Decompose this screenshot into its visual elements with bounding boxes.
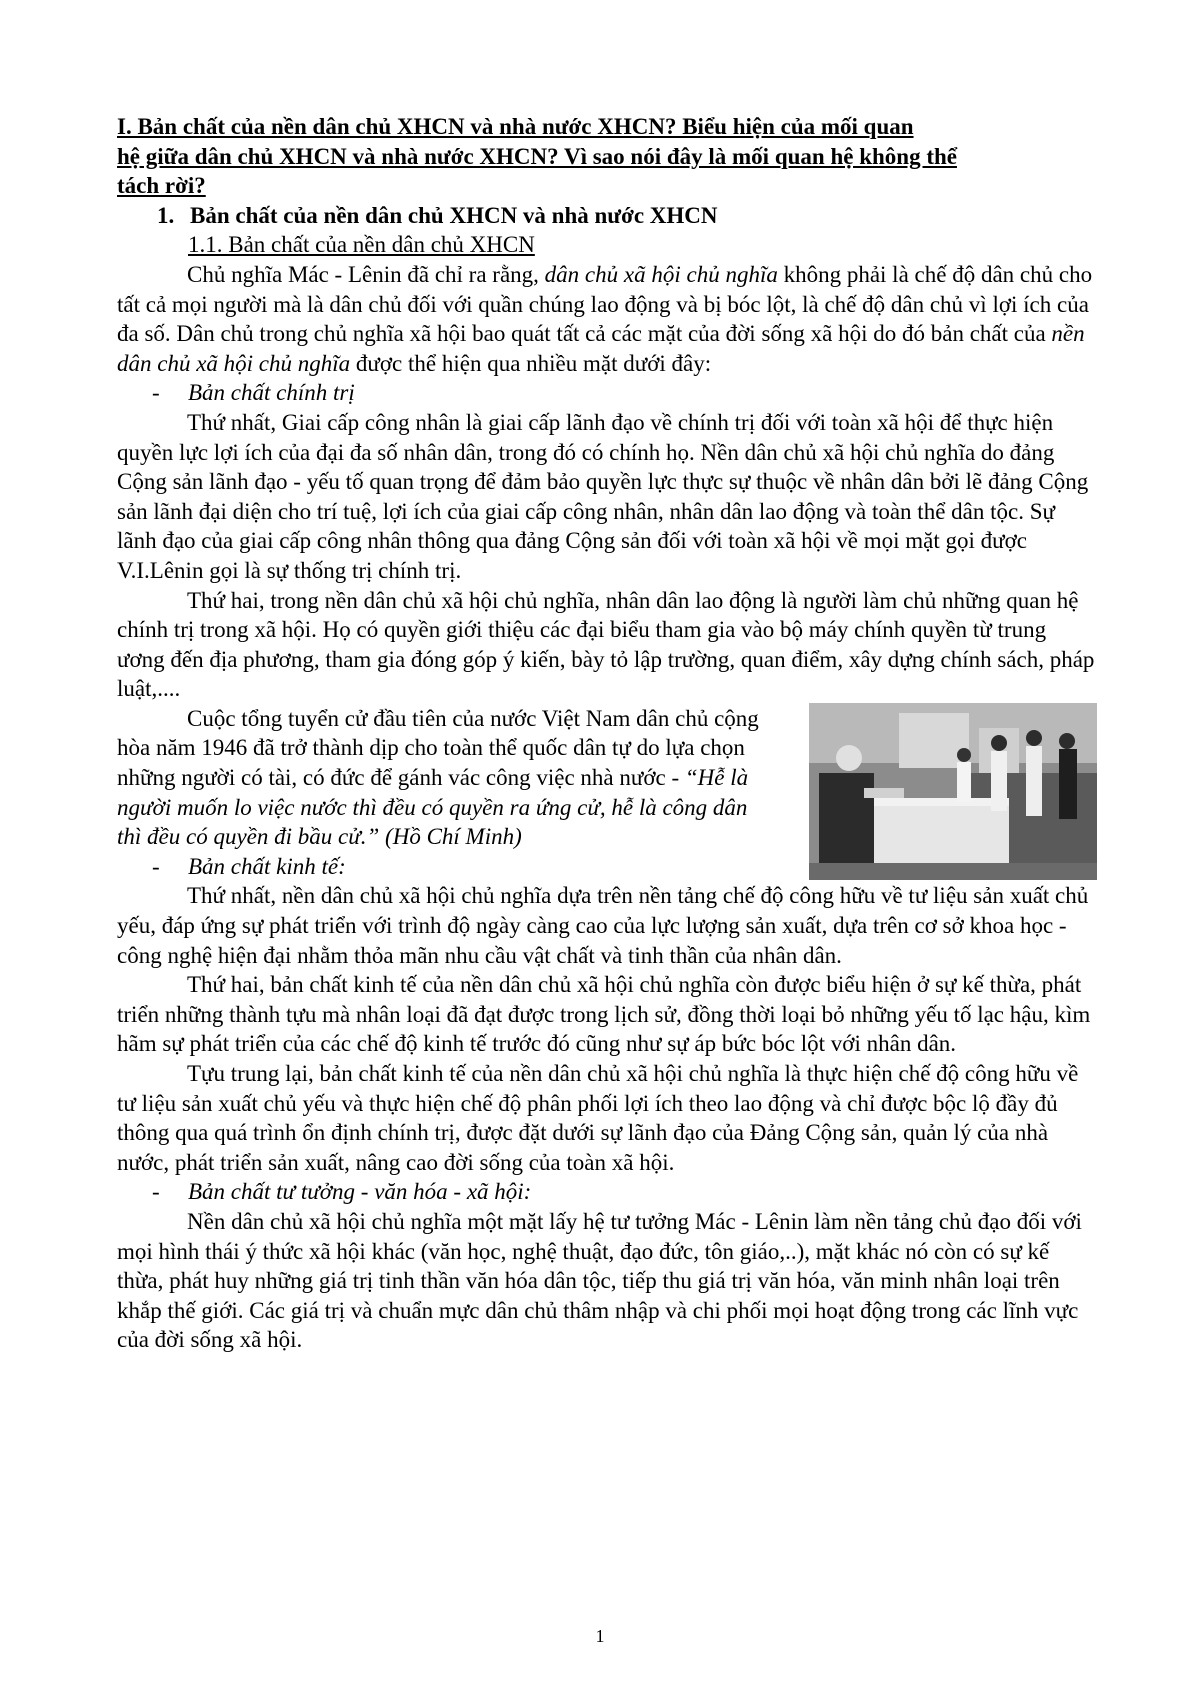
bullet-dash: - xyxy=(152,380,160,406)
intro-paragraph xyxy=(117,260,1097,378)
section-heading-1 xyxy=(157,201,1097,231)
document-title xyxy=(117,112,1097,201)
section-heading-text: Bản chất của nền dân chủ XHCN và nhà nước XHCN xyxy=(190,202,718,228)
intro-text-e: được thể hiện qua nhiều mặt dưới đây: xyxy=(350,350,712,376)
intro-emphasis-1: dân chủ xã hội chủ nghĩa xyxy=(544,261,778,287)
title-line-1: I. Bản chất của nền dân chủ XHCN và nhà nước XHCN? Biểu hiện của mối quan xyxy=(117,114,914,139)
election-text: Cuộc tổng tuyển cử đầu tiên của nước Việt Nam dân chủ cộng hòa năm 1946 đã trở thành dịp cho toàn thể quốc dân tự do lựa chọn những người có tài, có đức để gánh vác công việc nhà nước - xyxy=(117,705,759,791)
election-block xyxy=(117,704,1097,852)
subsection-heading-1-1: 1.1. Bản chất của nền dân chủ XHCN xyxy=(188,232,535,258)
bullet-politics xyxy=(152,378,1097,408)
culture-paragraph-1: Nền dân chủ xã hội chủ nghĩa một mặt lấy hệ tư tưởng Mác - Lênin làm nền tảng chủ đạo đối với mọi hình thái ý thức xã hội khác (văn học, nghệ thuật, đạo đức, tôn giáo,..), mặt khác nó còn có sự kế thừa, phát huy những giá trị tinh thần văn hóa dân tộc, tiếp thu giá trị văn hóa, văn minh nhân loại trên khắp thế giới. Các giá trị và chuẩn mực dân chủ thâm nhập và chi phối mọi hoạt động trong các lĩnh vực của đời sống xã hội. xyxy=(117,1208,1082,1353)
ho-chi-minh-quote: “Hễ là người muốn lo việc nước thì đều có quyền ra ứng cử, hễ là công dân thì đều có quyền đi bầu cử.” (Hồ Chí Minh) xyxy=(117,765,749,850)
title-line-3: tách rời? xyxy=(117,173,206,199)
economy-paragraph-3: Tựu trung lại, bản chất kinh tế của nền dân chủ xã hội chủ nghĩa là thực hiện chế độ công hữu về tư liệu sản xuất chủ yếu và thực hiện chế độ phân phối lợi ích theo lao động và chỉ được bộc lộ đầy đủ thông qua quá trình ổn định chính trị, được đặt dưới sự lãnh đạo của Đảng Cộng sản, quản lý của nhà nước, phát triển sản xuất, nâng cao đời sống của toàn xã hội. xyxy=(117,1061,1079,1175)
politics-paragraph-1: Thứ nhất, Giai cấp công nhân là giai cấp lãnh đạo về chính trị đối với toàn xã hội để thực hiện quyền lực lợi ích của đại đa số nhân dân, trong đó có chính họ. Nền dân chủ xã hội chủ nghĩa do đảng Cộng sản lãnh đạo - yếu tố quan trọng để đảm bảo quyền lực thực sự thuộc về nhân dân bởi lẽ đảng Cộng sản lãnh đại diện cho trí tuệ, lợi ích của giai cấp công nhân, nhân dân lao động và toàn thể dân tộc. Sự lãnh đạo của giai cấp công nhân thông qua đảng Cộng sản đối với toàn xã hội về mọi mặt gọi được V.I.Lênin gọi là sự thống trị chính trị. xyxy=(117,409,1089,583)
election-text-column xyxy=(117,704,767,852)
bullet-dash: - xyxy=(152,853,160,879)
bullet-economy-label: Bản chất kinh tế: xyxy=(188,853,346,879)
intro-text-c: không phải là chế độ dân chủ cho tất cả mọi người mà là dân chủ đối với quần chúng lao động và bị bóc lột, là chế độ dân chủ vì lợi ích của đa số. Dân chủ trong chủ nghĩa xã hội bao quát tất cả các mặt của đời sống xã hội do đó bản chất của xyxy=(117,261,1093,347)
page-number: 1 xyxy=(595,1626,605,1646)
bullet-politics-label: Bản chất chính trị xyxy=(188,380,355,406)
intro-text-a: Chủ nghĩa Mác - Lênin đã chỉ ra rằng, xyxy=(187,261,545,287)
election-paragraph xyxy=(117,704,767,852)
election-photo xyxy=(809,703,1097,880)
intro-emphasis-2: nền dân chủ xã hội chủ nghĩa xyxy=(117,321,1085,376)
politics-paragraph-2: Thứ hai, trong nền dân chủ xã hội chủ nghĩa, nhân dân lao động là người làm chủ những quan hệ chính trị trong xã hội. Họ có quyền giới thiệu các đại biểu tham gia vào bộ máy chính quyền từ trung ương đến địa phương, tham gia đóng góp ý kiến, bày tỏ lập trường, quan điểm, xây dựng chính sách, pháp luật,.... xyxy=(117,587,1095,702)
section-number: 1. xyxy=(157,202,175,228)
bullet-culture xyxy=(152,1177,1097,1207)
election-photo-image xyxy=(809,703,1097,880)
document-page xyxy=(117,112,1097,1355)
title-line-2: hệ giữa dân chủ XHCN và nhà nước XHCN? Vì sao nói đây là mối quan hệ không thể xyxy=(117,143,957,169)
economy-paragraph-1: Thứ nhất, nền dân chủ xã hội chủ nghĩa dựa trên nền tảng chế độ công hữu về tư liệu sản xuất chủ yếu, đáp ứng sự phát triển với trình độ ngày càng cao của lực lượng sản xuất, dựa trên cơ sở khoa học - công nghệ hiện đại nhằm thỏa mãn nhu cầu vật chất và tinh thần của nhân dân. xyxy=(117,883,1089,968)
bullet-culture-label: Bản chất tư tưởng - văn hóa - xã hội: xyxy=(188,1179,532,1205)
bullet-dash: - xyxy=(152,1179,160,1205)
economy-paragraph-2: Thứ hai, bản chất kinh tế của nền dân chủ xã hội chủ nghĩa còn được biểu hiện ở sự kế thừa, phát triển những thành tựu mà nhân loại đã đạt được trong lịch sử, đồng thời loại bỏ những yếu tố lạc hậu, kìm hãm sự phát triển của các chế độ kinh tế trước đó cũng như sự áp bức bóc lột với nhân dân. xyxy=(117,972,1091,1057)
